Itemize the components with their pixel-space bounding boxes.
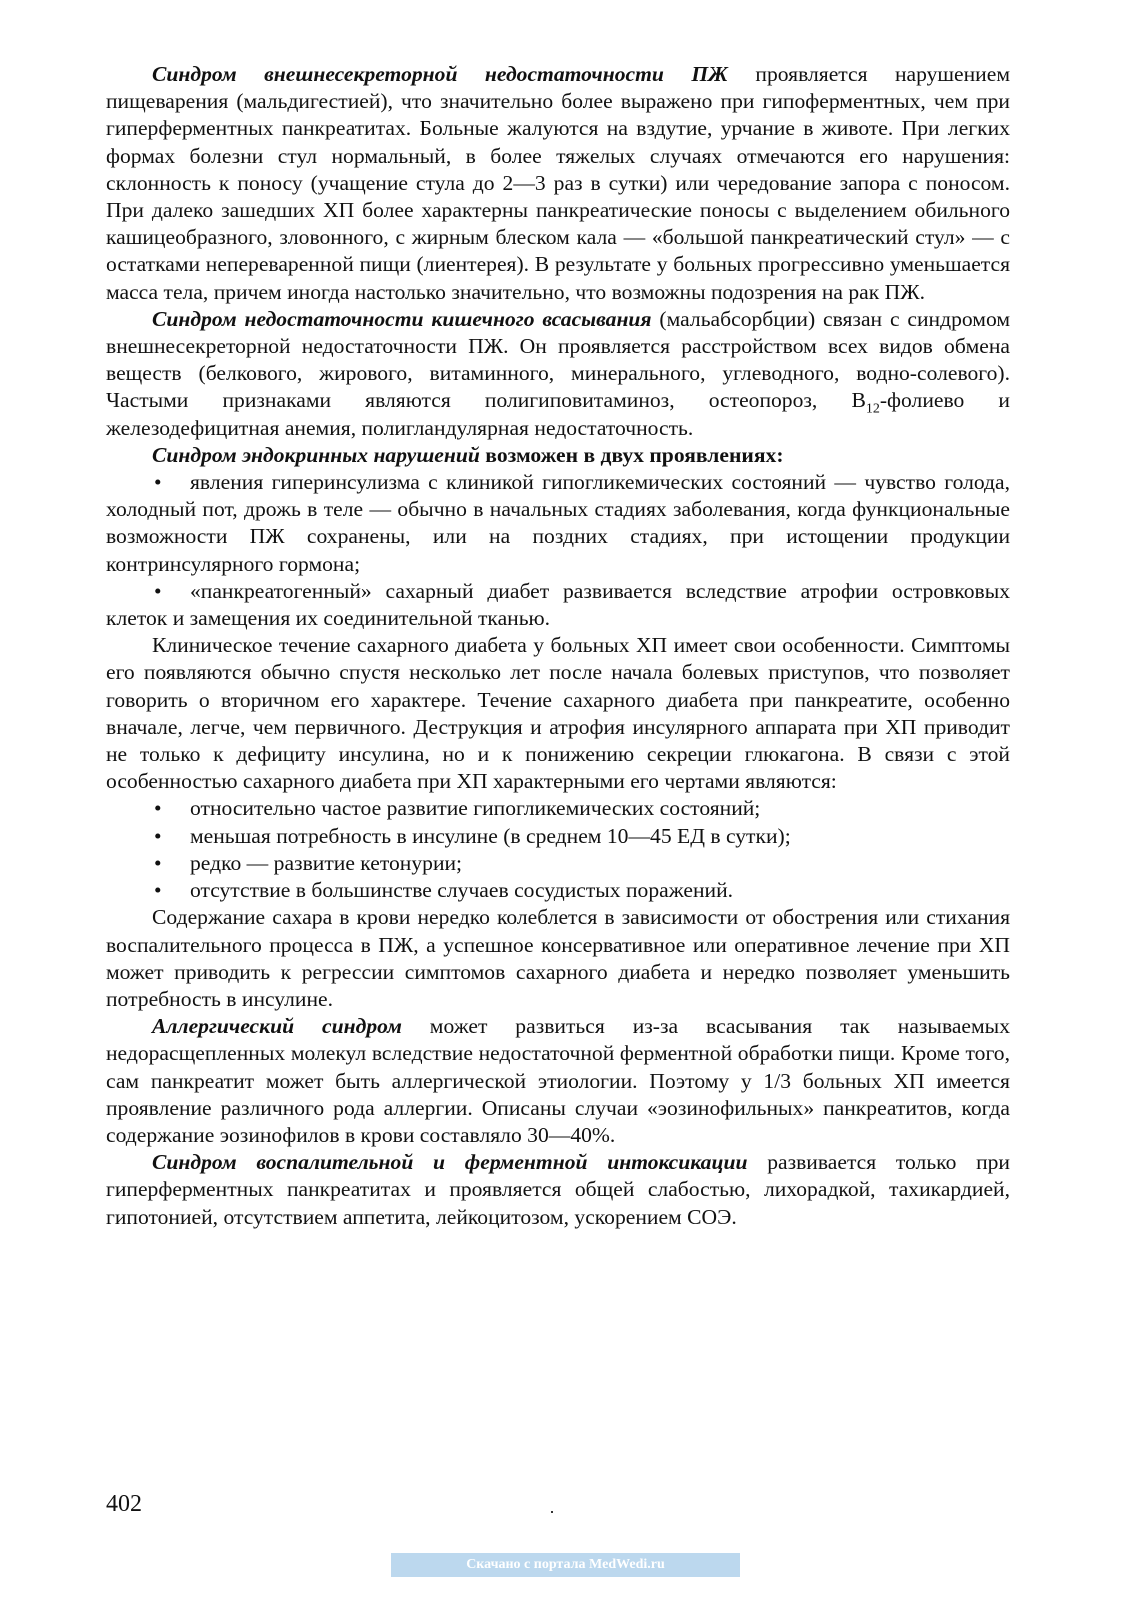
list-item: • редко — развитие кетонурии; <box>106 850 1010 877</box>
paragraph-allergic <box>106 1013 1010 1149</box>
paragraph-intoxication <box>106 1149 1010 1231</box>
subscript-12: 12 <box>865 401 880 417</box>
watermark-banner: Скачано с портала MedWedi.ru <box>391 1553 740 1577</box>
paragraph-text: может развиться из-за всасывания так называемых недорасщепленных молекул вследствие недостаточной ферментной обработки пищи. Кроме того, сам панкреатит может быть аллергической этиологии. Поэтому у 1/3 больных ХП имеется проявление различного рода аллергии. Описаны случаи «эозинофильных» панкреатитов, когда содержание эозинофилов в крови составляло 30—40%. <box>106 1014 1010 1147</box>
term-intoxication: Синдром воспалительной и ферментной интоксикации <box>152 1150 748 1175</box>
term-endocrine: Синдром эндокринных нарушений <box>152 442 480 467</box>
diabetes-features-list <box>106 795 1010 904</box>
paragraph-blood-sugar <box>106 904 1010 1013</box>
paragraph-text: Содержание сахара в крови нередко колеблется в зависимости от обострения или стихания воспалительного процесса в ПЖ, а успешное консервативное или оперативное лечение при ХП может приводить к регрессии симптомов сахарного диабета и нередко позволяет уменьшить потребность в инсулине. <box>106 905 1010 1011</box>
term-malabsorption: Синдром недостаточности кишечного всасывания <box>152 306 652 331</box>
list-item: • меньшая потребность в инсулине (в среднем 10—45 ЕД в сутки); <box>106 823 1010 850</box>
term-allergic: Аллергический синдром <box>152 1014 402 1039</box>
list-item: • «панкреатогенный» сахарный диабет развивается вследствие атрофии островковых клеток и замещения их соединительной тканью. <box>106 578 1010 632</box>
list-item: • относительно частое развитие гипогликемических состояний; <box>106 795 1010 822</box>
list-item: • отсутствие в большинстве случаев сосудистых поражений. <box>106 877 1010 904</box>
endocrine-lead: возможен в двух проявлениях: <box>479 442 784 467</box>
paragraph-diabetes-course <box>106 632 1010 795</box>
paragraph-exocrine-insufficiency <box>106 61 1010 306</box>
paragraph-text: развивается только при гиперферментных панкреатитах и проявляется общей слабостью, лихорадкой, тахикардией, гипотонией, отсутствием аппетита, лейкоцитозом, ускорением СОЭ. <box>106 1150 1010 1229</box>
term-exocrine-insufficiency: Синдром внешнесекреторной недостаточности ПЖ <box>152 62 728 86</box>
endocrine-bullet-list <box>106 469 1010 632</box>
paragraph-text: Клиническое течение сахарного диабета у больных ХП имеет свои особенности. Симптомы его появляются обычно спустя несколько лет после начала болевых приступов, что позволяет говорить о вторичном его характере. Течение сахарного диабета при панкреатите, особенно вначале, легче, чем первичного. Деструкция и атрофия инсулярного аппарата при ХП приводит не только к дефициту инсулина, но и к понижению секреции глюкагона. В связи с этой особенностью сахарного диабета при ХП характерными его чертами являются: <box>106 633 1010 794</box>
paragraph-malabsorption <box>106 306 1010 442</box>
paragraph-text: -фолиево и железодефицитная анемия, полигландулярная недостаточность. <box>106 388 1010 440</box>
page-number: 402 <box>106 1491 142 1517</box>
paragraph-endocrine <box>106 442 1010 469</box>
paragraph-text: проявляется нарушением пищеварения (мальдигестией), что значительно более выражено при гипоферментных, чем при гиперферментных панкреатитах. Больные жалуются на вздутие, урчание в животе. При легких формах болезни стул нормальный, в более тяжелых случаях отмечаются его нарушения: склонность к поносу (учащение стула до 2—3 раз в сутки) или чередование запора с поносом. При далеко зашедших ХП более характерны панкреатические поносы с выделением обильного кашицеобразного, зловонного, с жирным блеском кала — «большой панкреатический стул» — с остатками непереваренной пищи (лиентерея). В результате у больных прогрессивно уменьшается масса тела, причем иногда настолько значительно, что возможны подозрения на рак ПЖ. <box>106 62 1010 304</box>
list-item: • явления гиперинсулизма с клиникой гипогликемических состояний — чувство голода, холодный пот, дрожь в теле — обычно в начальных стадиях заболевания, когда функциональные возможности ПЖ сохранены, или на поздних стадиях, при истощении продукции контринсулярного гормона; <box>106 469 1010 578</box>
body-text <box>106 61 1010 1231</box>
paragraph-text: (мальабсорбции) связан с синдромом внешнесекреторной недостаточности ПЖ. Он проявляется расстройством всех видов обмена веществ (белкового, жирового, витаминного, минерального, углеводного, водно-солевого). Частыми признаками являются полигиповитаминоз, остеопороз, B <box>106 306 1010 413</box>
stray-dot <box>551 1511 553 1513</box>
